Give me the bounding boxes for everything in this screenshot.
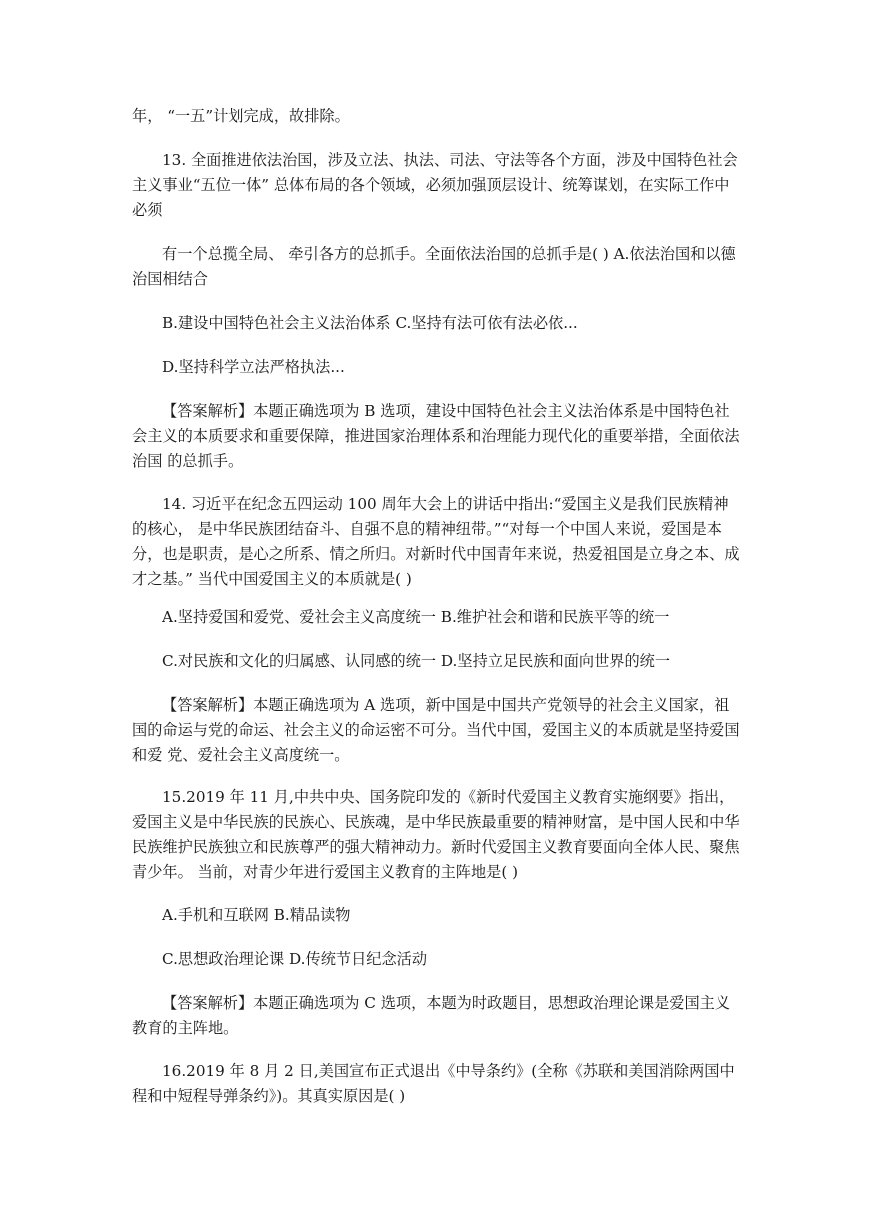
question-15-options-ab: A.手机和互联网 B.精品读物 [162,906,351,924]
question-14-answer: 【答案解析】本题正确选项为 A 选项，新中国是中国共产党领导的社会主义国家，祖国的命运与党的命运、社会主义的命运密不可分。当代中国，爱国主义的本质就是坚持爱国和爱 党、爱社会主义高度统一。 [132,696,740,764]
question-15-options-cd: C.思想政治理论课 D.传统节日纪念活动 [162,950,428,968]
question-13-option-d: D.坚持科学立法严格执法... [162,358,345,376]
question-13-options-bc: B.建设中国特色社会主义法治体系 C.坚持有法可依有法必依... [162,314,578,332]
question-15-stem: 15.2019 年 11 月,中共中央、国务院印发的《新时代爱国主义教育实施纲要》指出，爱国主义是中华民族的民族心、民族魂，是中华民族最重要的精神财富，是中国人民和中华民族维护民族独立和民族尊严的强大精神动力。新时代爱国主义教育要面向全体人民、聚焦青少年。 当前，对青少年进行爱国主义教育的主阵地是( ) [132,788,740,881]
question-15-answer: 【答案解析】本题正确选项为 C 选项，本题为时政题目，思想政治理论课是爱国主义教育的主阵地。 [132,994,731,1037]
question-14-stem: 14. 习近平在纪念五四运动 100 周年大会上的讲话中指出:“爱国主义是我们民族精神的核心， 是中华民族团结奋斗、自强不息的精神纽带。”“对每一个中国人来说，爱国是本分，也是职责，是心之所系、情之所归。对新时代中国青年来说，热爱祖国是立身之本、成才之基。” 当代中国爱国主义的本质就是( ) [132,495,740,588]
question-14-options-cd: C.对民族和文化的归属感、认同感的统一 D.坚持立足民族和面向世界的统一 [162,652,671,670]
question-13-stem: 13. 全面推进依法治国，涉及立法、执法、司法、守法等各个方面，涉及中国特色社会主义事业“五位一体” 总体布局的各个领域，必须加强顶层设计、统筹谋划，在实际工作中必须 [132,151,738,219]
paragraph-continuation: 年， “一五”计划完成，故排除。 [132,107,350,125]
question-13-answer: 【答案解析】本题正确选项为 B 选项，建设中国特色社会主义法治体系是中国特色社会主义的本质要求和重要保障，推进国家治理体系和治理能力现代化的重要举措，全面依法治国 的总抓手。 [132,402,740,470]
question-14-options-ab: A.坚持爱国和爱党、爱社会主义高度统一 B.维护社会和谐和民族平等的统一 [162,608,670,626]
question-16-stem: 16.2019 年 8 月 2 日,美国宣布正式退出《中导条约》(全称《苏联和美国消除两国中程和中短程导弹条约》)。其真实原因是( ) [132,1062,735,1105]
question-13-stem-continued: 有一个总揽全局、 牵引各方的总抓手。全面依法治国的总抓手是( ) A.依法治国和以德治国相结合 [132,245,736,288]
